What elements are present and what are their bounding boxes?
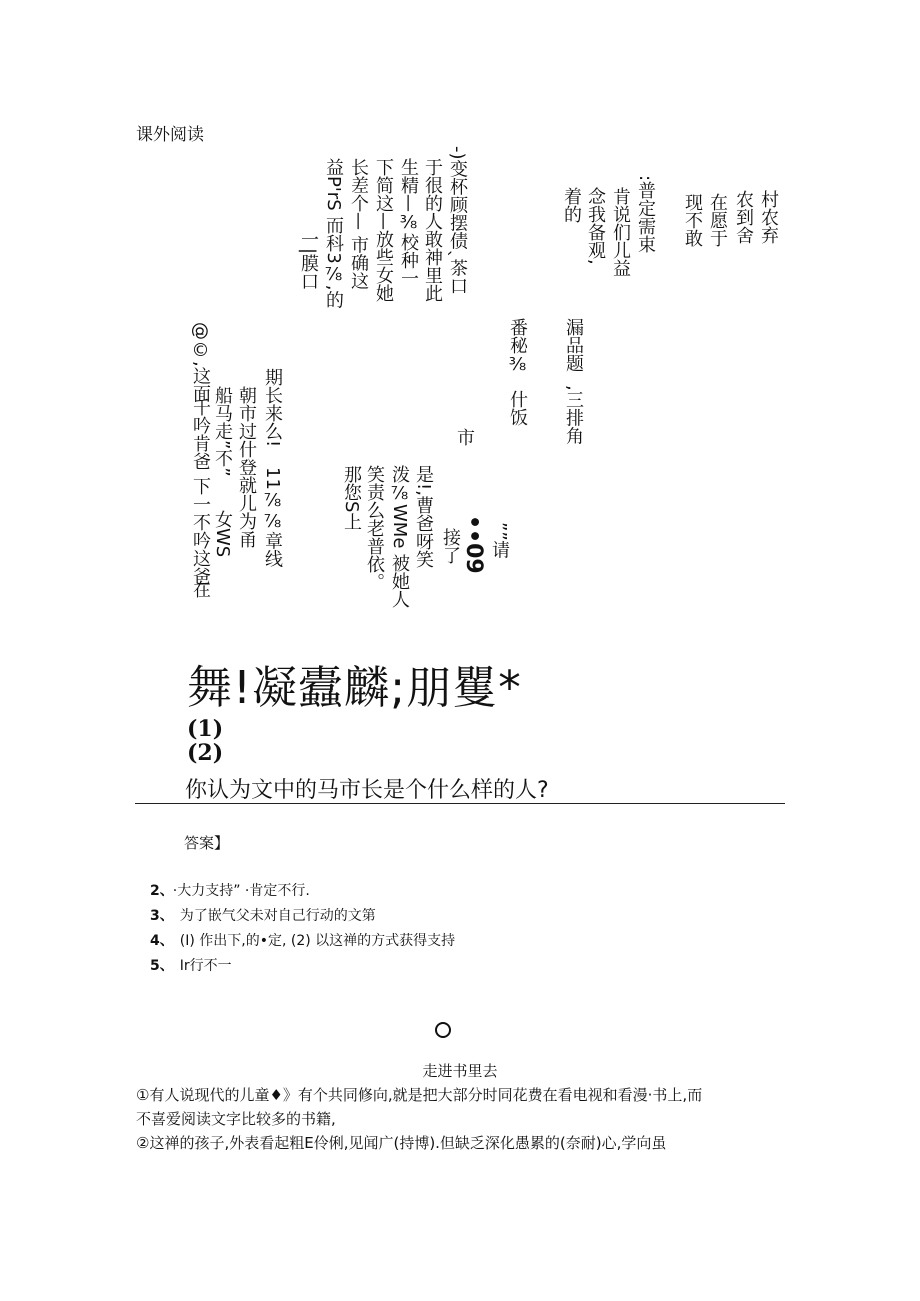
vertical-column: 是!,曹爸呀笑: [413, 465, 434, 568]
question-number: (1): [187, 716, 224, 742]
vertical-column: -)变杯顾摆债ˎ茶口: [447, 146, 468, 295]
vertical-column: 生精—⅜校种一: [398, 158, 419, 287]
vertical-column: 朝市过什登就儿为甬: [236, 386, 257, 548]
vertical-column: 在愿于: [707, 193, 728, 247]
vertical-column: 于很的人敢神里此: [422, 158, 443, 302]
vertical-column: ””请: [489, 522, 510, 559]
answer-text: 为了嵌气父未对自己行动的文第: [179, 908, 376, 924]
vertical-column: 泼⅞WMe 被她人: [389, 465, 410, 609]
answer-item: [150, 880, 310, 900]
answer-number: 3、: [150, 908, 174, 924]
circle-icon: [435, 1022, 451, 1038]
vertical-column: 女WS: [212, 510, 233, 558]
question-text: 你认为文中的马市长是个什么样的人?: [185, 778, 549, 803]
answer-number: 2、: [150, 883, 167, 899]
vertical-column: 在: [190, 580, 211, 598]
vertical-column: 船马走”不”: [212, 386, 233, 477]
divider: [135, 803, 785, 804]
vertical-column: 村农弃: [758, 190, 779, 244]
answer-number: 4、: [150, 933, 174, 949]
garbled-heading: 舞!凝蠹麟;朋矍*: [187, 661, 522, 714]
answer-text: Ir行不一: [179, 958, 232, 974]
paragraph-line: ②这禅的孩子,外表看起粗E伶俐,见闻广(持博).但缺乏深化愚累的(奈耐)心,学向虽: [136, 1134, 667, 1152]
vertical-column: 下简这—放些女她: [373, 158, 394, 302]
vertical-column: :普定需束: [635, 175, 656, 254]
vertical-column: 一|膜口: [298, 230, 319, 291]
page-title: 课外阅读: [136, 125, 204, 145]
vertical-column: ••09: [461, 515, 486, 574]
answer-text: (I) 作出下,的•定, (2) 以这禅的方式获得支持: [179, 933, 456, 949]
vertical-column: @©,这面: [190, 322, 211, 403]
vertical-column: 那您S上: [341, 465, 362, 531]
vertical-column: 漏品题: [563, 318, 584, 372]
vertical-column: 期长来么!: [262, 368, 283, 448]
answer-item: [150, 930, 455, 950]
vertical-column: 接了: [440, 528, 461, 564]
answer-number: 5、: [150, 958, 174, 974]
vertical-column: ,三排角: [563, 385, 584, 445]
answer-title: 答案】: [184, 834, 230, 852]
vertical-column: 念我备观,: [585, 187, 606, 265]
vertical-column: 现不敢: [682, 193, 703, 247]
vertical-column: 千吟肯爸: [190, 398, 211, 470]
vertical-column: 着的: [561, 187, 582, 223]
vertical-column: 益P'rS 而科3⅞,的: [323, 158, 344, 309]
vertical-column: 番秘⅜: [507, 318, 528, 375]
answer-item: [150, 905, 376, 925]
vertical-column: 下一不吟这爸: [190, 477, 211, 585]
vertical-column: 市: [454, 428, 475, 446]
answer-text: ·大力支持” ·肯定不行.: [172, 883, 310, 899]
question-number: (2): [187, 740, 224, 766]
paragraph-line: 不喜爱阅读文字比较多的书籍,: [136, 1110, 336, 1128]
section-title: 走进书里去: [422, 1062, 498, 1080]
vertical-column: 11⅞⅞章线: [262, 467, 283, 568]
vertical-column: 农到舍: [733, 190, 754, 244]
answer-item: [150, 955, 232, 975]
vertical-column: 肯说们儿益: [610, 187, 631, 277]
paragraph-line: ①有人说现代的儿童♦》有个共同修向,就是把大部分时同花费在看电视和看漫·书上,而: [136, 1086, 703, 1104]
vertical-column: 长差个— 市确这: [348, 158, 369, 290]
vertical-column: 笑责么老普依。: [364, 465, 385, 591]
vertical-column: 什饭: [507, 390, 528, 426]
